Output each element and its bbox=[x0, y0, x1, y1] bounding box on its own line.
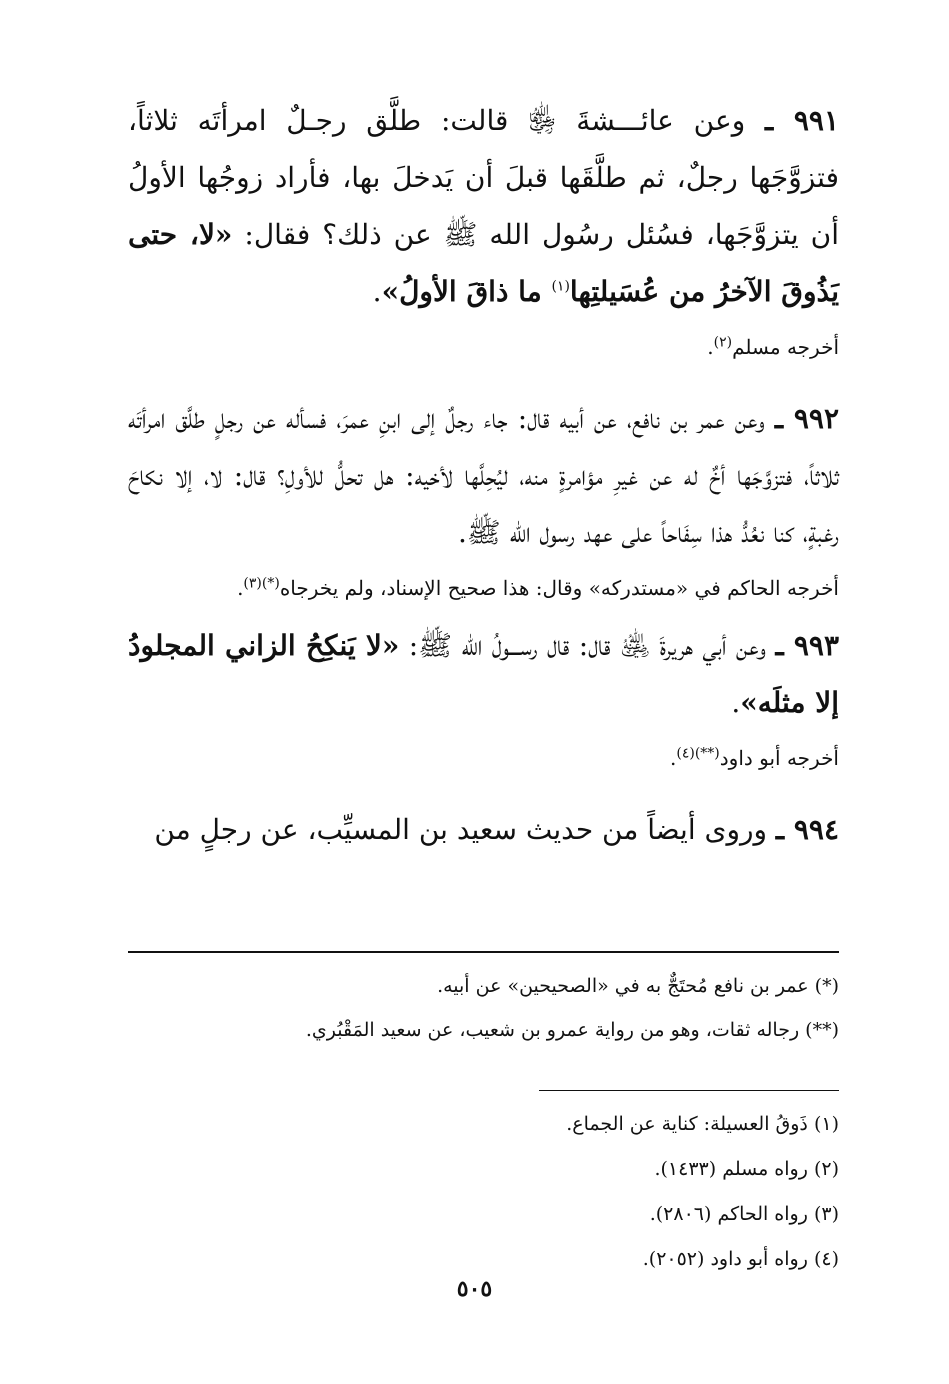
takhrij-text: أخرجه الحاكم في «مستدركه» وقال: هذا صحيح الإسناد، ولم يخرجاه bbox=[279, 576, 839, 600]
footnote bbox=[128, 1102, 839, 1147]
hadith-991 bbox=[128, 92, 839, 320]
takhrij-end: . bbox=[670, 746, 677, 770]
hadith-matn-end: ما ذاقَ الأولُ» bbox=[381, 275, 552, 308]
editor-notes bbox=[128, 964, 839, 1052]
takhrij-993 bbox=[128, 743, 839, 773]
hadith-993 bbox=[128, 617, 839, 731]
page-number: ٥٠٥ bbox=[456, 1276, 493, 1302]
takhrij-text: أخرجه مسلم bbox=[732, 335, 839, 359]
takhrij-991 bbox=[128, 332, 839, 362]
footnote bbox=[128, 1192, 839, 1237]
footnote bbox=[128, 1147, 839, 1192]
hadith-matn: «لا، حتى يَذُوقَ الآخرُ من عُسَيلتِها bbox=[128, 218, 839, 308]
hadith-end: . bbox=[372, 275, 382, 308]
footnote-marker: (٣) bbox=[813, 1203, 839, 1225]
note-marker: (**) bbox=[805, 1019, 839, 1041]
editor-note bbox=[128, 1008, 839, 1052]
footnote-marker: (٢) bbox=[813, 1158, 839, 1180]
hadith-992 bbox=[128, 390, 839, 561]
footnote-text: رواه أبو داود (٢٠٥٢). bbox=[642, 1248, 814, 1270]
hadith-994 bbox=[128, 801, 839, 858]
footnote-text: رواه مسلم (١٤٣٣). bbox=[654, 1158, 814, 1180]
editor-note bbox=[128, 964, 839, 1008]
takhrij-text: أخرجه أبو داود bbox=[719, 746, 839, 770]
hadith-number: ٩٩٢ ـ bbox=[774, 402, 840, 435]
takhrij-end: . bbox=[237, 576, 244, 600]
footnote-text: رواه الحاكم (٢٨٠٦). bbox=[649, 1203, 814, 1225]
note-text: عمر بن نافع مُحتَجٌّ به في «الصحيحين» عن أبيه. bbox=[437, 975, 815, 997]
note-text: رجاله ثقات، وهو من رواية عمرو بن شعيب، عن سعيد المَقْبُري. bbox=[305, 1019, 806, 1041]
hadith-number: ٩٩٤ ـ bbox=[775, 813, 839, 846]
footnotes bbox=[128, 1102, 839, 1282]
footnote-ref: (**)(٤) bbox=[676, 745, 720, 762]
footnote-divider bbox=[128, 951, 839, 953]
footnote-marker: (٤) bbox=[813, 1248, 839, 1270]
note-marker: (*) bbox=[814, 975, 839, 997]
hadith-matn: «لا يَنكِحُ الزاني المجلودُ إلا مثلَه» bbox=[128, 629, 839, 719]
footnote-marker: (١) bbox=[813, 1113, 839, 1135]
hadith-number: ٩٩١ ـ bbox=[765, 104, 840, 137]
takhrij-end: . bbox=[707, 335, 714, 359]
hadith-text: وعن عمر بن نافع، عن أبيه قال: جاء رجلٌ إلى ابنِ عمرَ، فسأله عن رجلٍ طلَّق امرأتَه ثلاثاً، فتزوَّجَها أخٌ له عن غيرِ مؤامرةٍ منه، ليُحِلَّها لأخيه: هل تحلُّ للأولِ؟ قال: لا، إلا نكاحَ رغبةٍ، كنا نعُدُّ هذا سِفَاحاً على عهد رسول الله ﷺ. bbox=[128, 402, 839, 549]
footnote-short-divider bbox=[539, 1090, 839, 1091]
footnote-text: ذَوقُ العسيلة: كناية عن الجماع. bbox=[566, 1113, 814, 1135]
hadith-text: وروى أيضاً من حديث سعيد بن المسيِّب، عن رجلٍ من bbox=[154, 813, 776, 846]
footnote-ref: (٢) bbox=[713, 334, 733, 351]
footnote-ref: (*)(٣) bbox=[243, 575, 280, 592]
hadith-end: . bbox=[731, 686, 741, 719]
takhrij-992 bbox=[128, 573, 839, 603]
hadith-number: ٩٩٣ ـ bbox=[775, 629, 840, 662]
hadith-text: وعن عائـــشةَ ﵂ قالت: طلَّق رجـلٌ امرأتَه ثلاثاً، فتزوَّجَها رجلٌ، ثم طلَّقَها قبلَ أن يَدخلَ بها، فأراد زوجُها الأولُ أن يتزوَّجَها، فسُئل رسُول الله ﷺ عن ذلك؟ فقال: bbox=[128, 104, 839, 251]
footnote-ref: (١) bbox=[551, 278, 570, 295]
hadith-text: وعن أبي هريرةَ ﵁ قال: قال رســـولُ الله ﷺ: bbox=[399, 629, 776, 662]
